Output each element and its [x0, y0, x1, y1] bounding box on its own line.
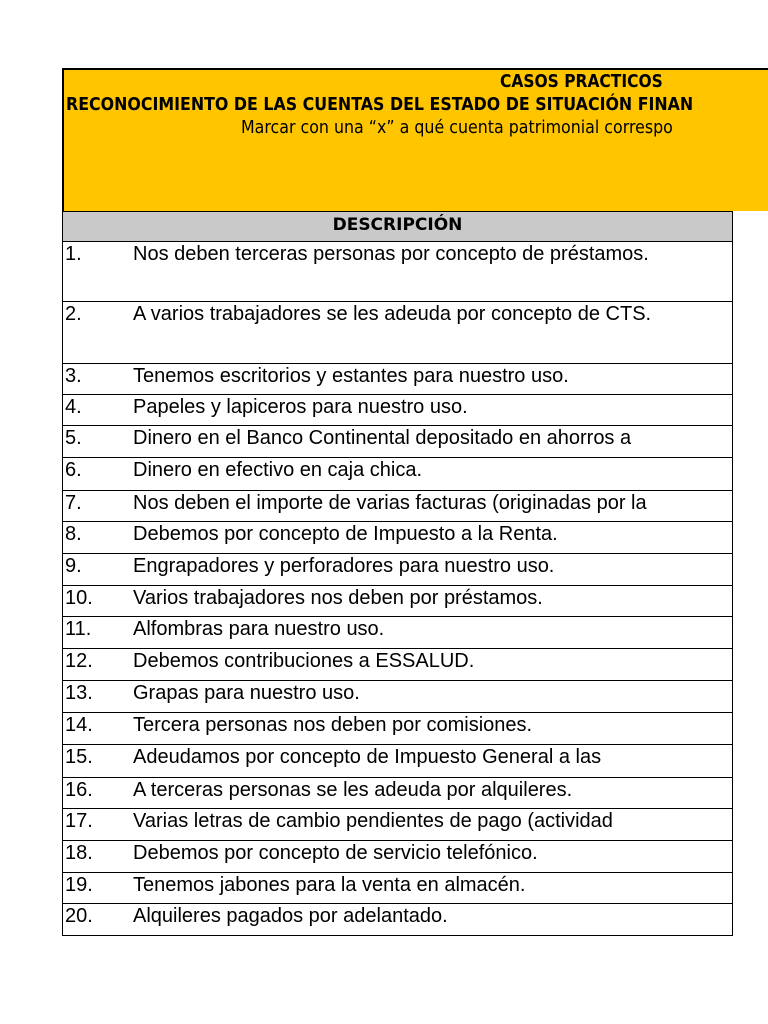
row-number: 7. [65, 492, 82, 514]
row-description: Dinero en efectivo en caja chica. [133, 459, 423, 481]
row-number: 4. [65, 396, 82, 418]
table-row[interactable] [63, 554, 732, 586]
row-description: Varios trabajadores nos deben por préstamos. [133, 587, 543, 609]
row-description: Debemos contribuciones a ESSALUD. [133, 650, 475, 672]
row-number: 1. [65, 243, 82, 265]
row-number: 2. [65, 303, 82, 325]
row-number: 9. [65, 555, 82, 577]
table-row[interactable] [63, 649, 732, 681]
table-row[interactable] [63, 778, 732, 809]
column-header-label: DESCRIPCIÓN [332, 215, 463, 235]
row-description: Alfombras para nuestro uso. [133, 618, 385, 640]
row-description: A varios trabajadores se les adeuda por concepto de CTS. [133, 303, 652, 325]
table-row[interactable] [63, 522, 732, 554]
row-number: 6. [65, 459, 82, 481]
row-number: 5. [65, 427, 82, 449]
row-description: Engrapadores y perforadores para nuestro uso. [133, 555, 555, 577]
table-row[interactable] [63, 458, 732, 491]
table-row[interactable] [63, 873, 732, 904]
row-number: 19. [65, 874, 93, 896]
table-row[interactable] [63, 904, 732, 935]
table-row[interactable] [63, 242, 732, 302]
table-row[interactable] [63, 302, 732, 364]
row-description: Papeles y lapiceros para nuestro uso. [133, 396, 468, 418]
table-row[interactable] [63, 395, 732, 426]
row-description: Grapas para nuestro uso. [133, 682, 360, 704]
column-header-descripcion[interactable] [62, 211, 733, 242]
row-description: Nos deben el importe de varias facturas (originadas por la [133, 492, 647, 514]
table-row[interactable] [63, 681, 732, 713]
sheet-subtitle: RECONOCIMIENTO DE LAS CUENTAS DEL ESTADO DE SITUACIÓN FINAN [66, 94, 694, 115]
row-number: 20. [65, 905, 93, 927]
row-description: Nos deben terceras personas por concepto de préstamos. [133, 243, 649, 265]
sheet-title: CASOS PRACTICOS [500, 71, 663, 92]
table-row[interactable] [63, 745, 732, 778]
description-table [62, 242, 733, 936]
row-description: Debemos por concepto de servicio telefónico. [133, 842, 538, 864]
table-row[interactable] [63, 426, 732, 458]
row-number: 10. [65, 587, 93, 609]
row-number: 15. [65, 746, 93, 768]
row-description: Tenemos jabones para la venta en almacén. [133, 874, 526, 896]
row-description: Tercera personas nos deben por comisiones. [133, 714, 533, 736]
row-number: 14. [65, 714, 93, 736]
row-number: 12. [65, 650, 93, 672]
row-description: Debemos por concepto de Impuesto a la Renta. [133, 523, 558, 545]
row-description: Tenemos escritorios y estantes para nuestro uso. [133, 365, 569, 387]
row-number: 11. [65, 618, 92, 640]
table-row[interactable] [63, 713, 732, 745]
row-description: Adeudamos por concepto de Impuesto General a las [133, 746, 602, 768]
table-row[interactable] [63, 491, 732, 522]
table-row[interactable] [63, 617, 732, 649]
row-number: 8. [65, 523, 82, 545]
header-banner [62, 68, 768, 211]
table-row[interactable] [63, 841, 732, 873]
row-description: A terceras personas se les adeuda por alquileres. [133, 779, 573, 801]
table-row[interactable] [63, 364, 732, 395]
row-description: Dinero en el Banco Continental depositado en ahorros a [133, 427, 632, 449]
row-number: 13. [65, 682, 93, 704]
table-row[interactable] [63, 586, 732, 617]
table-row[interactable] [63, 809, 732, 841]
row-number: 18. [65, 842, 93, 864]
row-description: Alquileres pagados por adelantado. [133, 905, 448, 927]
row-number: 17. [65, 810, 93, 832]
row-number: 16. [65, 779, 93, 801]
row-number: 3. [65, 365, 82, 387]
row-description: Varias letras de cambio pendientes de pago (actividad [133, 810, 613, 832]
sheet-instruction: Marcar con una “x” a qué cuenta patrimonial correspo [241, 117, 673, 138]
